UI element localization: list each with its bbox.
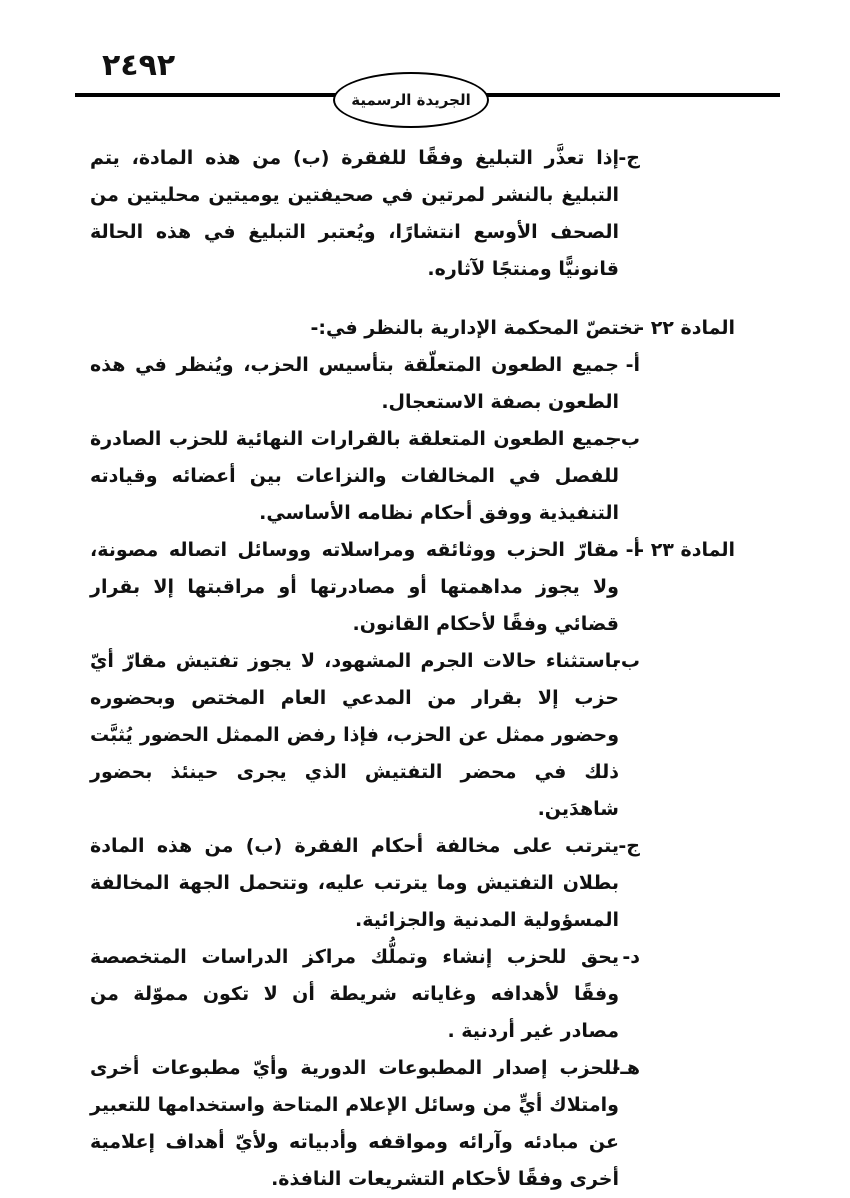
article-text: تختصّ المحكمة الإدارية بالنظر في:- — [310, 317, 640, 339]
item-label: ج- — [618, 147, 640, 169]
item-text: باستثناء حالات الجرم المشهود، لا يجوز تفتيش مقارّ أيّ حزب إلا بقرار من المدعي العام المختص وبحضوره وحضور ممثل عن الحزب، فإذا رفض الممثل الحضور يُثبَّت ذلك في محضر التفتيش الذي يجرى حينئذ بحضور شاهدَين. — [90, 650, 619, 820]
article-number: المادة ٢٣ - — [636, 539, 735, 561]
item-text: للحزب إصدار المطبوعات الدورية وأيّ مطبوعات أخرى وامتلاك أيٍّ من وسائل الإعلام المتاحة واستخدامها للتعبير عن مبادئه وآرائه ومواقفه وأدبياته ولأيّ أهداف إعلامية أخرى وفقًا لأحكام التشريعات النافذة. — [90, 1057, 619, 1190]
article-22-item-a — [90, 347, 735, 421]
article-23-item-h — [90, 1050, 735, 1198]
item-text: جميع الطعون المتعلّقة بتأسيس الحزب، ويُنظر في هذه الطعون بصفة الاستعجال. — [90, 354, 619, 413]
item-label: هـ- — [612, 1057, 640, 1079]
article-22-item-b — [90, 421, 735, 532]
document-body — [90, 140, 735, 1198]
article-23-item-a — [90, 532, 735, 643]
article-23-item-b — [90, 643, 735, 828]
item-label: ب- — [613, 650, 640, 672]
item-text: مقارّ الحزب ووثائقه ومراسلاته ووسائل اتصاله مصونة، ولا يجوز مداهمتها أو مصادرتها أو مراقبتها إلا بقرار قضائي وفقًا لأحكام القانون. — [90, 539, 619, 635]
item-label: د- — [622, 946, 640, 968]
item-label: أ- — [625, 539, 640, 561]
article-number: المادة ٢٢ - — [636, 317, 735, 339]
item-text: يحق للحزب إنشاء وتملُّك مراكز الدراسات المتخصصة وفقًا لأهدافه وغاياته شريطة أن لا تكون مموّلة من مصادر غير أردنية . — [90, 946, 619, 1042]
item-label: ب- — [613, 428, 640, 450]
item-label: أ- — [625, 354, 640, 376]
article-23-item-c — [90, 828, 735, 939]
page-header — [0, 0, 850, 130]
gazette-title: الجريدة الرسمية — [333, 72, 489, 128]
page-number: ٢٩٤٢ — [102, 48, 176, 83]
item-text: إذا تعذَّر التبليغ وفقًا للفقرة (ب) من هذه المادة، يتم التبليغ بالنشر لمرتين في صحيفتين يوميتين محليتين من الصحف الأوسع انتشارًا، ويُعتبر التبليغ في هذه الحالة قانونيًّا ومنتجًا لآثاره. — [90, 147, 619, 280]
spacer — [90, 288, 735, 310]
article-23-item-d — [90, 939, 735, 1050]
item-text: جميع الطعون المتعلقة بالقرارات النهائية للحزب الصادرة للفصل في المخالفات والنزاعات بين أعضائه وقيادته التنفيذية ووفق أحكام نظامه الأساسي. — [90, 428, 619, 524]
item-text: يترتب على مخالفة أحكام الفقرة (ب) من هذه المادة بطلان التفتيش وما يترتب عليه، وتتحمل الجهة المخالفة المسؤولية المدنية والجزائية. — [90, 835, 619, 931]
article-22-heading — [90, 310, 735, 347]
paragraph-c-continued — [90, 140, 735, 288]
item-label: ج- — [618, 835, 640, 857]
